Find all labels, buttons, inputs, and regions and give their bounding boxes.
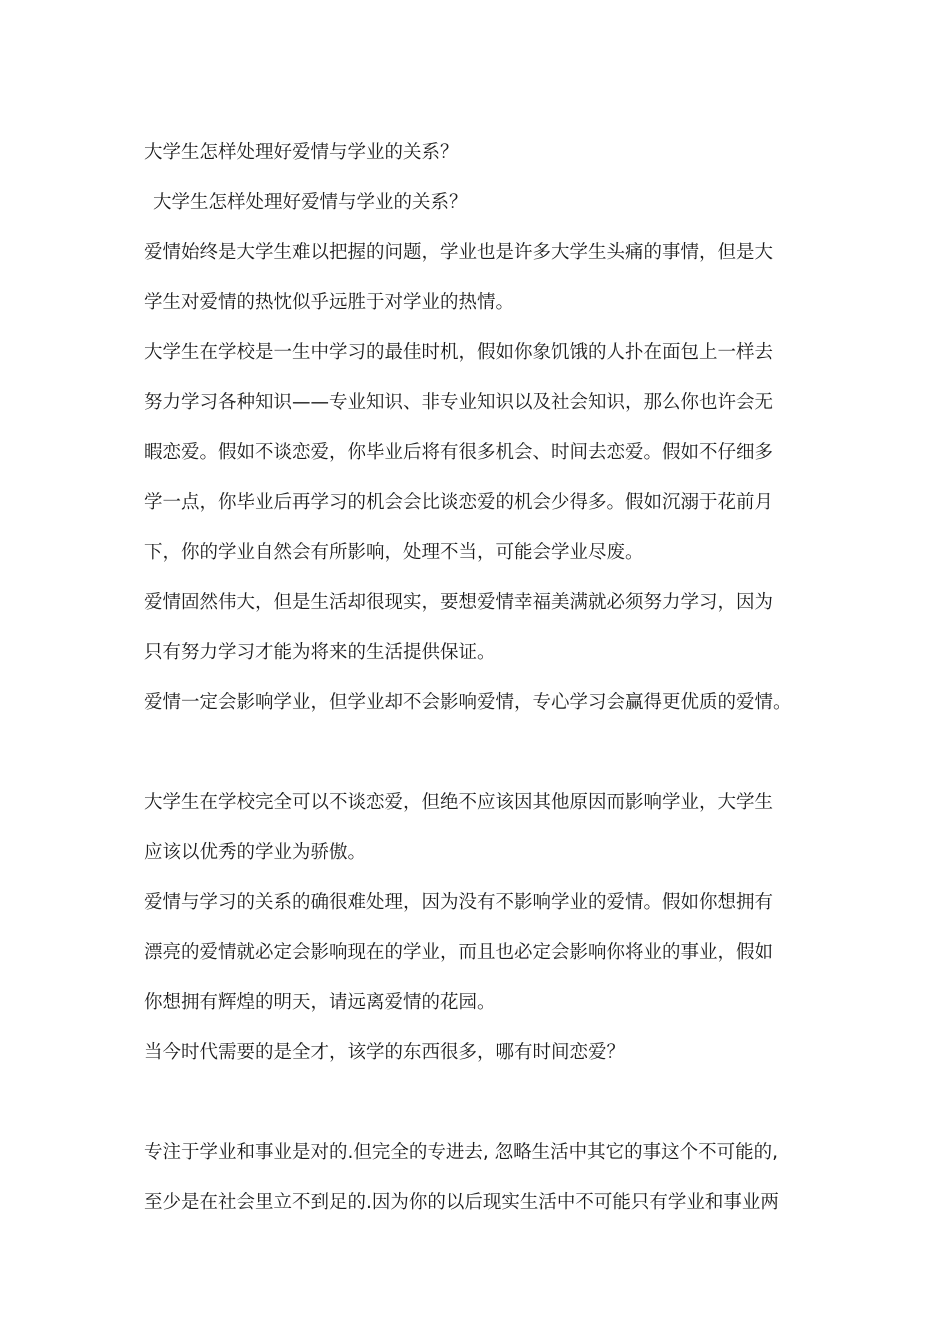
paragraph-line: 漂亮的爱情就必定会影响现在的学业，而且也必定会影响你将业的事业，假如: [144, 942, 774, 963]
paragraph-line: 当今时代需要的是全才，该学的东西很多，哪有时间恋爱？: [144, 1042, 626, 1063]
paragraph-line: 爱情始终是大学生难以把握的问题，学业也是许多大学生头痛的事情，但是大: [144, 242, 774, 263]
paragraph-line: 爱情与学习的关系的确很难处理，因为没有不影响学业的爱情。假如你想拥有: [144, 892, 774, 913]
paragraph-line: 暇恋爱。假如不谈恋爱，你毕业后将有很多机会、时间去恋爱。假如不仔细多: [144, 442, 774, 463]
paragraph-line: 学生对爱情的热忱似乎远胜于对学业的热情。: [144, 292, 515, 313]
paragraph-line: 爱情固然伟大，但是生活却很现实，要想爱情幸福美满就必须努力学习，因为: [144, 592, 774, 613]
document-body: [144, 128, 814, 1228]
blank-line: [144, 728, 814, 778]
paragraph-line: 大学生在学校是一生中学习的最佳时机，假如你象饥饿的人扑在面包上一样去: [144, 342, 774, 363]
paragraph-line: 下，你的学业自然会有所影响，处理不当，可能会学业尽废。: [144, 542, 644, 563]
paragraph-line: 只有努力学习才能为将来的生活提供保证。: [144, 642, 496, 663]
paragraph-line: 专注于学业和事业是对的.但完全的专进去, 忽略生活中其它的事这个不可能的,: [144, 1142, 779, 1163]
paragraph-line: 努力学习各种知识——专业知识、非专业知识以及社会知识，那么你也许会无: [144, 392, 774, 413]
paragraph-line: 爱情一定会影响学业，但学业却不会影响爱情，专心学习会赢得更优质的爱情。: [144, 692, 792, 713]
paragraph-line: 大学生在学校完全可以不谈恋爱，但绝不应该因其他原因而影响学业，大学生: [144, 792, 774, 813]
document-subtitle: 大学生怎样处理好爱情与学业的关系？: [153, 192, 468, 213]
paragraph-line: 学一点，你毕业后再学习的机会会比谈恋爱的机会少得多。假如沉溺于花前月: [144, 492, 774, 513]
document-title: 大学生怎样处理好爱情与学业的关系？: [144, 142, 459, 163]
paragraph-line: 你想拥有辉煌的明天，请远离爱情的花园。: [144, 992, 496, 1013]
blank-line: [144, 1078, 814, 1128]
paragraph-line: 至少是在社会里立不到足的.因为你的以后现实生活中不可能只有学业和事业两: [144, 1192, 779, 1213]
paragraph-line: 应该以优秀的学业为骄傲。: [144, 842, 367, 863]
